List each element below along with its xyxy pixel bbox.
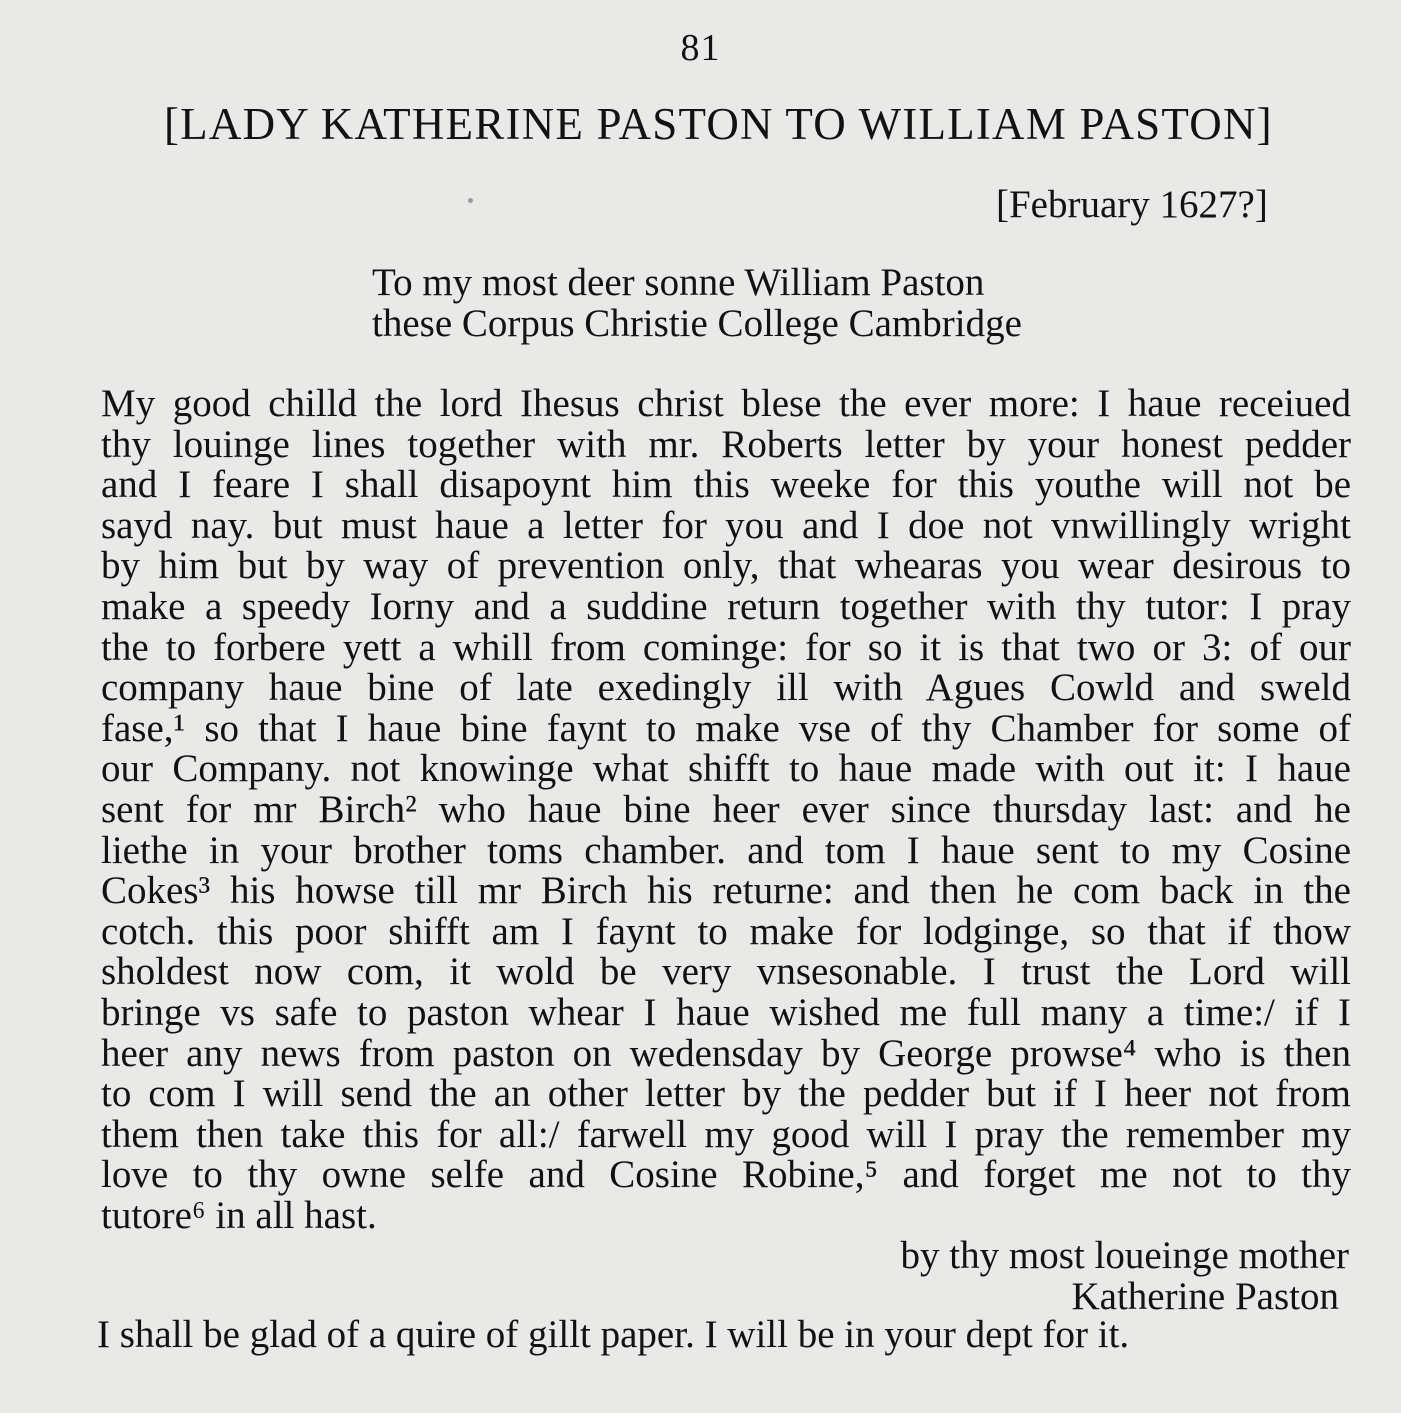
paper-speck xyxy=(468,198,473,203)
letter-line: bringe vs safe to paston whear I haue wished me full many a time:/ if I xyxy=(101,990,1351,1034)
letter-line: and I feare I shall disapoynt him this weeke for this youthe will not be xyxy=(101,463,1351,507)
letter-line: sent for mr Birch² who haue bine heer ever since thursday last: and he xyxy=(101,787,1351,831)
letter-address xyxy=(372,262,1022,344)
letter-title: [LADY KATHERINE PASTON TO WILLIAM PASTON] xyxy=(164,99,1273,149)
letter-line: sayd nay. but must haue a letter for you and I doe not vnwillingly wright xyxy=(101,503,1351,547)
letter-line: love to thy owne selfe and Cosine Robine,⁵ and forget me not to thy xyxy=(101,1153,1351,1197)
address-line-2: these Corpus Christie College Cambridge xyxy=(372,302,1022,345)
letter-line: cotch. this poor shifft am I faynt to make for lodginge, so that if thow xyxy=(101,909,1351,953)
letter-line: sholdest now com, it wold be very vnsesonable. I trust the Lord will xyxy=(101,950,1351,994)
letter-body xyxy=(101,384,1351,1236)
letter-line: company haue bine of late exedingly ill with Agues Cowld and sweld xyxy=(101,666,1351,710)
letter-line: to com I will send the an other letter by the pedder but if I heer not from xyxy=(101,1072,1351,1116)
letter-line: thy louinge lines together with mr. Roberts letter by your honest pedder xyxy=(101,422,1351,466)
postscript: I shall be glad of a quire of gillt paper. I will be in your dept for it. xyxy=(97,1313,1130,1356)
letter-line: liethe in your brother toms chamber. and tom I haue sent to my Cosine xyxy=(101,828,1351,872)
signature: Katherine Paston xyxy=(1071,1274,1339,1318)
letter-line: make a speedy Iorny and a suddine return together with thy tutor: I pray xyxy=(101,584,1351,628)
letter-line: by him but by way of prevention only, that whearas you wear desirous to xyxy=(101,544,1351,588)
letter-line: My good chilld the lord Ihesus christ blese the ever more: I haue receiued xyxy=(101,382,1351,425)
signoff-text: by thy most loueinge mother xyxy=(900,1234,1349,1277)
letter-line: fase,¹ so that I haue bine faynt to make vse of thy Chamber for some of xyxy=(101,706,1351,750)
letter-date: [February 1627?] xyxy=(996,183,1268,226)
letter-line: tutore⁶ in all hast. xyxy=(101,1193,377,1237)
letter-line: Cokes³ his howse till mr Birch his returne: and then he com back in the xyxy=(101,869,1351,913)
letter-line: heer any news from paston on wedensday by George prowse⁴ who is then xyxy=(101,1031,1351,1075)
page-number: 81 xyxy=(680,27,721,69)
address-line-1: To my most deer sonne William Paston xyxy=(372,261,985,304)
letter-line: them then take this for all:/ farwell my good will I pray the remember my xyxy=(101,1112,1351,1156)
letter-signoff xyxy=(901,1236,1349,1317)
letter-line: the to forbere yett a whill from cominge: for so it is that two or 3: of our xyxy=(101,625,1351,669)
letter-line: our Company. not knowinge what shifft to haue made with out it: I haue xyxy=(101,747,1351,791)
